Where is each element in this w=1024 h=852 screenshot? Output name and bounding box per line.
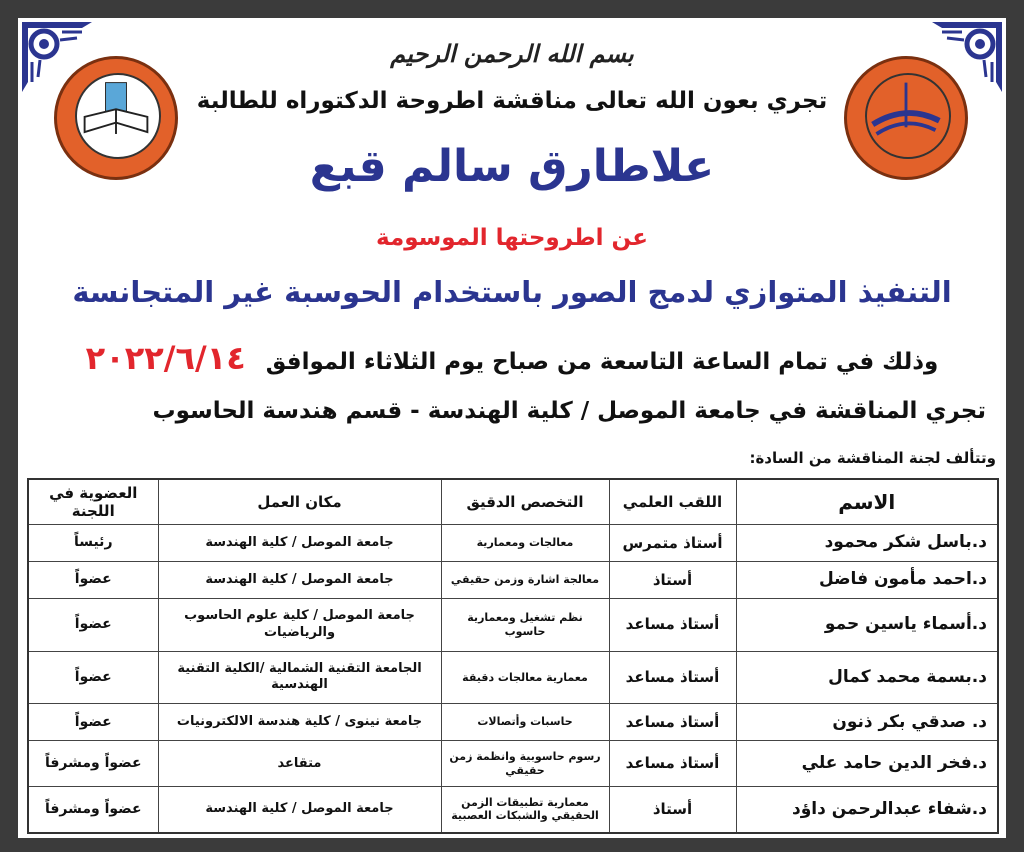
cell-membership: عضواً [28, 561, 158, 598]
table-row [28, 561, 998, 598]
cell-workplace: جامعة نينوى / كلية هندسة الالكترونيات [158, 704, 441, 741]
header-title: اللقب العلمي [609, 479, 736, 525]
header-specialization: التخصص الدقيق [441, 479, 609, 525]
announcement-poster [18, 18, 1006, 838]
committee-table [27, 478, 999, 834]
cell-membership: عضواً [28, 598, 158, 651]
thesis-title: التنفيذ المتوازي لدمج الصور باستخدام الحوسبة غير المتجانسة [72, 275, 952, 309]
defense-date: ٢٠٢٢/٦/١٤ [85, 339, 246, 377]
cell-name: د.شفاء عبدالرحمن داؤد [736, 786, 998, 833]
cell-name: د.باسل شكر محمود [736, 525, 998, 562]
cell-membership: رئيساً [28, 525, 158, 562]
table-row [28, 786, 998, 833]
cell-specialization: نظم تشغيل ومعمارية حاسوب [441, 598, 609, 651]
date-line [38, 340, 986, 377]
cell-specialization: معالجات ومعمارية [441, 525, 609, 562]
header-name: الاسم [736, 479, 998, 525]
cell-name: د.بسمة محمد كمال [736, 651, 998, 704]
cell-workplace: جامعة الموصل / كلية الهندسة [158, 786, 441, 833]
cell-membership: عضواً ومشرفاً [28, 786, 158, 833]
cell-title: أستاذ متمرس [609, 525, 736, 562]
cell-workplace: متقاعد [158, 741, 441, 787]
cell-workplace: جامعة الموصل / كلية الهندسة [158, 561, 441, 598]
table-header-row [28, 479, 998, 525]
thesis-intro: عن اطروحتها الموسومة [376, 225, 648, 251]
time-text: وذلك في تمام الساعة التاسعة من صباح يوم الثلاثاء الموافق [265, 349, 939, 375]
cell-title: أستاذ [609, 786, 736, 833]
bottom-frame-bar [0, 840, 1024, 852]
cell-workplace: جامعة الموصل / كلية علوم الحاسوب والرياضيات [158, 598, 441, 651]
table-row [28, 598, 998, 651]
cell-title: أستاذ مساعد [609, 598, 736, 651]
cell-name: د.احمد مأمون فاضل [736, 561, 998, 598]
cell-specialization: حاسبات وأتصالات [441, 704, 609, 741]
basmala: بسم الله الرحمن الرحيم [390, 39, 634, 68]
committee-intro: وتتألف لجنة المناقشة من السادة: [749, 449, 996, 467]
header-membership: العضوية في اللجنة [28, 479, 158, 525]
cell-specialization: رسوم حاسوبية وانظمة زمن حقيقي [441, 741, 609, 787]
college-of-engineering-logo [844, 56, 968, 180]
cell-name: د.أسماء ياسين حمو [736, 598, 998, 651]
cell-specialization: معمارية معالجات دقيقة [441, 651, 609, 704]
university-of-mosul-logo [54, 56, 178, 180]
cell-workplace: الجامعة التقنية الشمالية /الكلية التقنية الهندسية [158, 651, 441, 704]
cell-workplace: جامعة الموصل / كلية الهندسة [158, 525, 441, 562]
cell-membership: عضواً [28, 651, 158, 704]
cell-specialization: معالجة اشارة وزمن حقيقي [441, 561, 609, 598]
cell-membership: عضواً ومشرفاً [28, 741, 158, 787]
cell-title: أستاذ مساعد [609, 741, 736, 787]
cell-name: د. صدقي بكر ذنون [736, 704, 998, 741]
cell-specialization: معمارية تطبيقات الزمن الحقيقي والشبكات العصبية [441, 786, 609, 833]
cell-name: د.فخر الدين حامد علي [736, 741, 998, 787]
table-row [28, 525, 998, 562]
announcement-line: تجري بعون الله تعالى مناقشة اطروحة الدكتوراه للطالبة [196, 88, 828, 114]
location-line: تجري المناقشة في جامعة الموصل / كلية الهندسة - قسم هندسة الحاسوب [152, 398, 986, 424]
table-row [28, 741, 998, 787]
header-workplace: مكان العمل [158, 479, 441, 525]
student-name: علاطارق سالم قبع [309, 141, 715, 192]
table-row [28, 704, 998, 741]
cell-title: أستاذ مساعد [609, 651, 736, 704]
cell-membership: عضواً [28, 704, 158, 741]
table-row [28, 651, 998, 704]
cell-title: أستاذ مساعد [609, 704, 736, 741]
cell-title: أستاذ [609, 561, 736, 598]
